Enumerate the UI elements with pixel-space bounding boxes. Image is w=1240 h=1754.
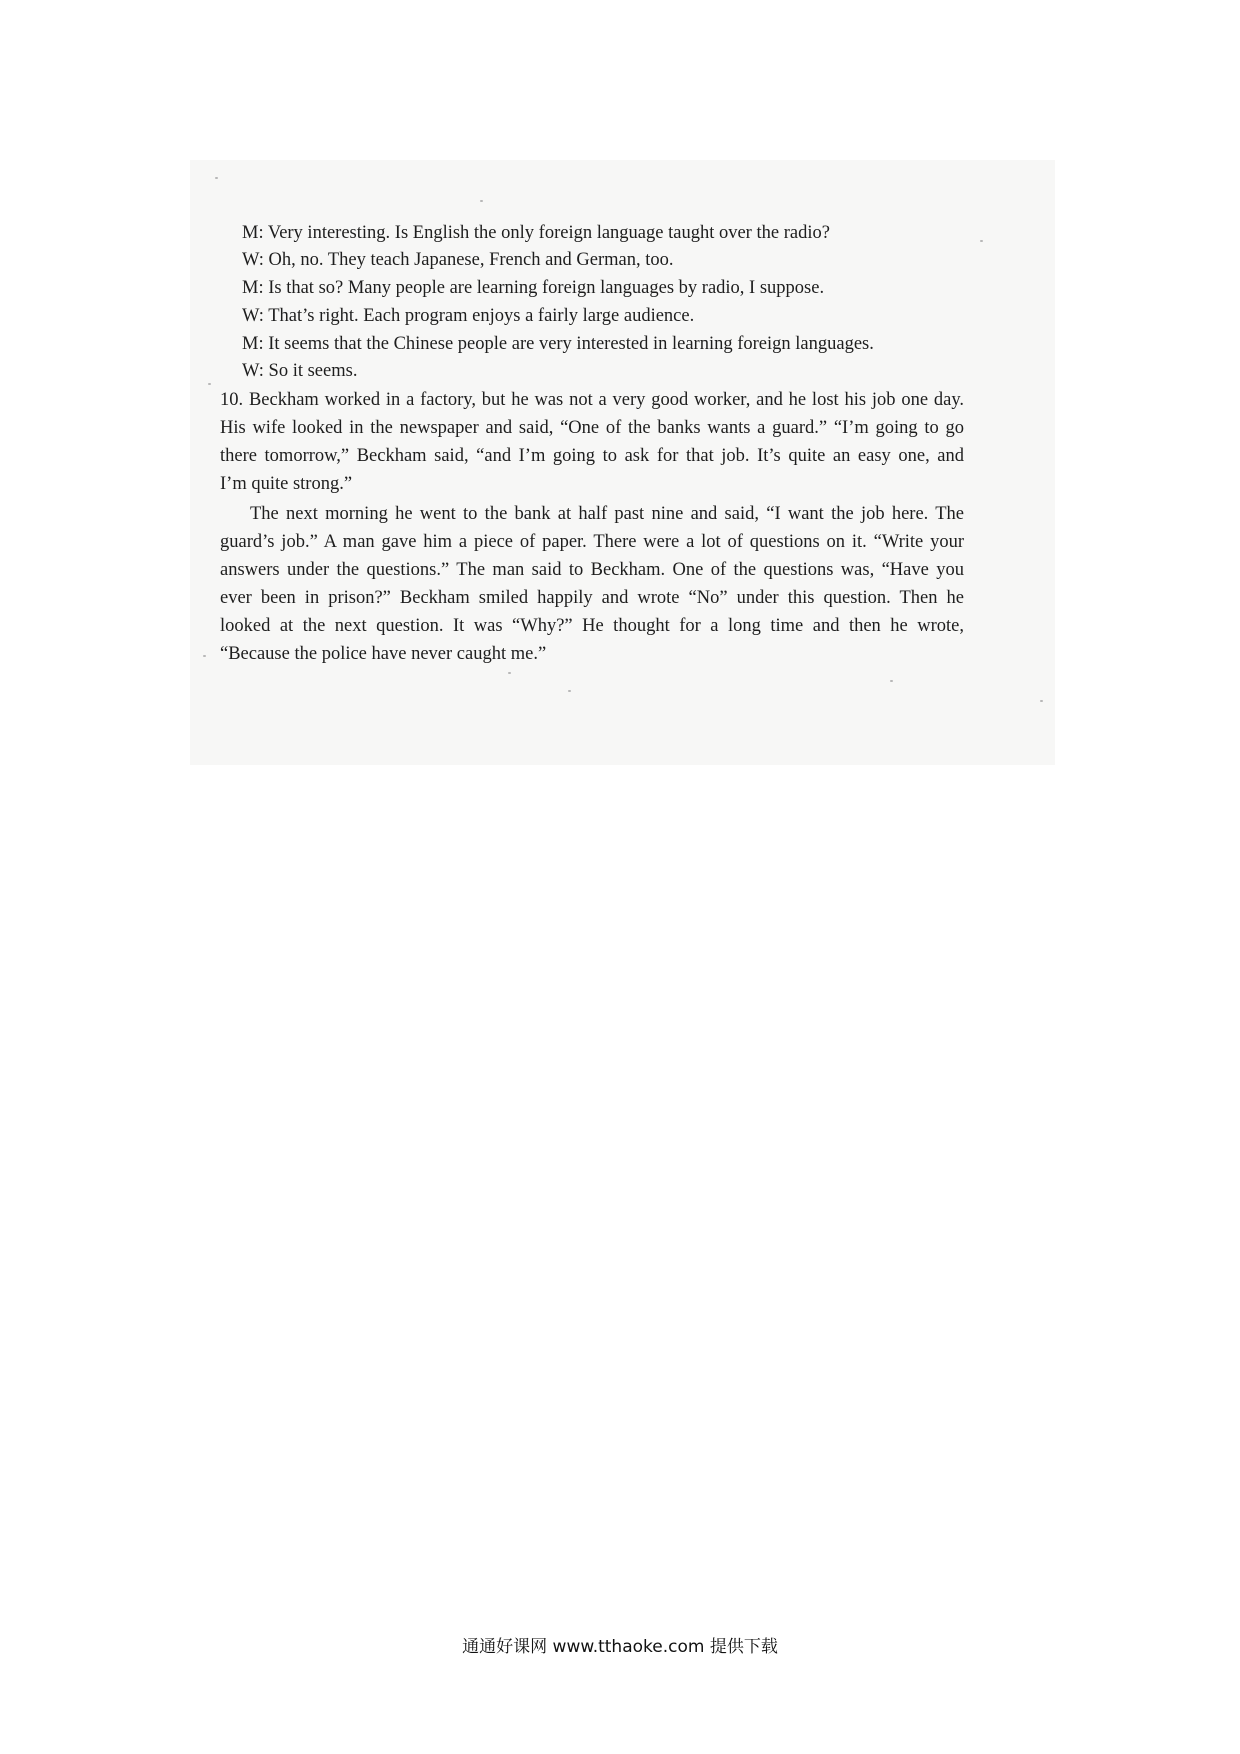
- passage-line: there tomorrow,” Beckham said, “and I’m going to ask for that job. It’s quite an easy one, and: [220, 446, 964, 466]
- scan-speck: [208, 383, 211, 385]
- scan-speck: [1040, 700, 1043, 702]
- scan-speck: [508, 672, 511, 674]
- passage-line: answers under the questions.” The man said to Beckham. One of the questions was, “Have you: [220, 560, 964, 580]
- scan-speck: [203, 655, 206, 657]
- footer-text: 通通好课网 www.tthaoke.com 提供下载: [462, 1637, 778, 1657]
- passage-line: guard’s job.” A man gave him a piece of paper. There were a lot of questions on it. “Write your: [220, 532, 964, 552]
- passage-line: The next morning he went to the bank at half past nine and said, “I want the job here. The: [250, 504, 964, 524]
- dialogue-line: W: That’s right. Each program enjoys a fairly large audience.: [242, 306, 695, 326]
- passage-line: “Because the police have never caught me.”: [220, 644, 547, 664]
- passage-line: 10. Beckham worked in a factory, but he was not a very good worker, and he lost his job one day.: [220, 390, 964, 410]
- scan-speck: [568, 690, 571, 692]
- scan-speck: [480, 200, 483, 202]
- dialogue-line: W: Oh, no. They teach Japanese, French and German, too.: [242, 250, 674, 270]
- passage-line: His wife looked in the newspaper and said, “One of the banks wants a guard.” “I’m going to go: [220, 418, 964, 438]
- dialogue-line: M: Is that so? Many people are learning foreign languages by radio, I suppose.: [242, 278, 825, 298]
- scan-speck: [980, 240, 983, 242]
- passage-line: looked at the next question. It was “Why?” He thought for a long time and then he wrote,: [220, 616, 964, 636]
- dialogue-line: W: So it seems.: [242, 361, 358, 381]
- passage-line: ever been in prison?” Beckham smiled happily and wrote “No” under this question. Then he: [220, 588, 964, 608]
- scan-speck: [215, 177, 218, 179]
- dialogue-line: M: It seems that the Chinese people are very interested in learning foreign languages.: [242, 334, 874, 354]
- scan-speck: [890, 680, 893, 682]
- dialogue-line: M: Very interesting. Is English the only foreign language taught over the radio?: [242, 223, 830, 243]
- passage-line: I’m quite strong.”: [220, 474, 353, 494]
